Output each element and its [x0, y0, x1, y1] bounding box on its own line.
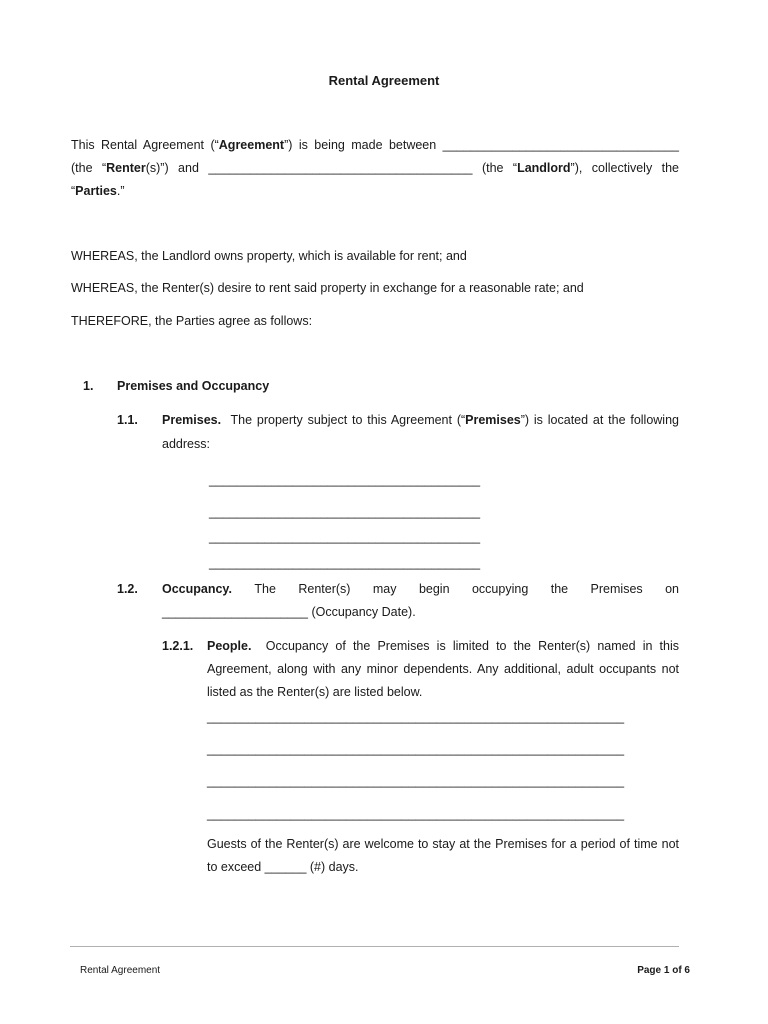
intro-text: .”	[116, 184, 125, 198]
occupancy-word: the	[550, 582, 569, 596]
occupant-blank-4: ____________________________________________________________	[207, 807, 625, 821]
guests-line-2: to exceed ______ (#) days.	[207, 860, 359, 874]
footer-page-number: Page 1 of 6	[637, 965, 690, 976]
footer-divider	[70, 946, 679, 947]
occupancy-word: may	[372, 582, 397, 596]
document-title: Rental Agreement	[328, 73, 440, 88]
intro-text: and	[178, 161, 199, 175]
occupant-blank-2: ____________________________________________________________	[207, 742, 625, 756]
occupant-blank-1: ____________________________________________________________	[207, 710, 625, 724]
intro-term-renter: Renter	[106, 161, 146, 175]
people-heading: People.	[207, 639, 252, 653]
intro-text: (s)”)	[145, 161, 169, 175]
intro-term-parties: Parties	[75, 184, 117, 198]
address-blank-4: _______________________________________	[209, 556, 481, 570]
footer-document-name: Rental Agreement	[80, 965, 161, 976]
whereas-renter: WHEREAS, the Renter(s) desire to rent said property in exchange for a reasonable rate; and	[71, 281, 584, 295]
people-line-3: listed as the Renter(s) are listed below.	[207, 685, 423, 699]
section-1-number: 1.	[83, 379, 94, 393]
renter-name-blank: __________________________________	[442, 138, 679, 152]
people-line-1	[207, 639, 679, 653]
occupancy-word: The	[254, 582, 276, 596]
intro-line-3	[71, 184, 125, 198]
therefore-clause: THEREFORE, the Parties agree as follows:	[71, 314, 313, 328]
section-1-1-number: 1.1.	[117, 413, 138, 427]
people-line-2: Agreement, along with any minor dependents. Any additional, adult occupants not	[207, 662, 679, 676]
intro-term-landlord: Landlord	[517, 161, 571, 175]
guests-line-1: Guests of the Renter(s) are welcome to stay at the Premises for a period of time not	[207, 837, 679, 851]
occupancy-word: occupying	[471, 582, 529, 596]
occupant-blank-3: ____________________________________________________________	[207, 774, 625, 788]
occupancy-date-line: _____________________ (Occupancy Date).	[162, 605, 416, 619]
intro-line-2	[71, 161, 679, 175]
intro-text: the	[661, 161, 680, 175]
section-1-2-1-number: 1.2.1.	[162, 639, 194, 653]
occupancy-word: begin	[418, 582, 450, 596]
intro-text: collectively	[591, 161, 653, 175]
intro-term-agreement: Agreement	[218, 138, 285, 152]
premises-line-2: address:	[162, 437, 210, 451]
occupancy-line-1	[162, 582, 679, 596]
section-1-2-number: 1.2.	[117, 582, 138, 596]
address-blank-3: _______________________________________	[209, 530, 481, 544]
intro-text: ”) is being made between	[284, 138, 437, 152]
address-blank-2: _______________________________________	[209, 505, 481, 519]
occupancy-word: on	[665, 582, 679, 596]
intro-text: (the “	[481, 161, 518, 175]
intro-text: ”),	[570, 161, 583, 175]
address-blank-1: _______________________________________	[209, 473, 481, 487]
landlord-name-blank: ______________________________________	[208, 161, 473, 175]
premises-heading: Premises.	[162, 413, 222, 427]
people-text: Occupancy of the Premises is limited to the Renter(s) named in this	[265, 639, 679, 653]
intro-text: (the “	[71, 161, 107, 175]
whereas-landlord: WHEREAS, the Landlord owns property, which is available for rent; and	[71, 249, 467, 263]
premises-line-1	[162, 413, 679, 427]
intro-text: “	[71, 184, 76, 198]
occupancy-heading: Occupancy.	[162, 582, 232, 596]
section-1-heading: Premises and Occupancy	[117, 379, 270, 393]
intro-line-1	[71, 138, 679, 152]
premises-text: ”) is located at the following	[520, 413, 679, 427]
intro-text: This Rental Agreement (“	[71, 138, 219, 152]
occupancy-word: Premises	[590, 582, 643, 596]
premises-text: The property subject to this Agreement (“	[230, 413, 466, 427]
occupancy-word: Renter(s)	[298, 582, 351, 596]
premises-term: Premises	[465, 413, 521, 427]
